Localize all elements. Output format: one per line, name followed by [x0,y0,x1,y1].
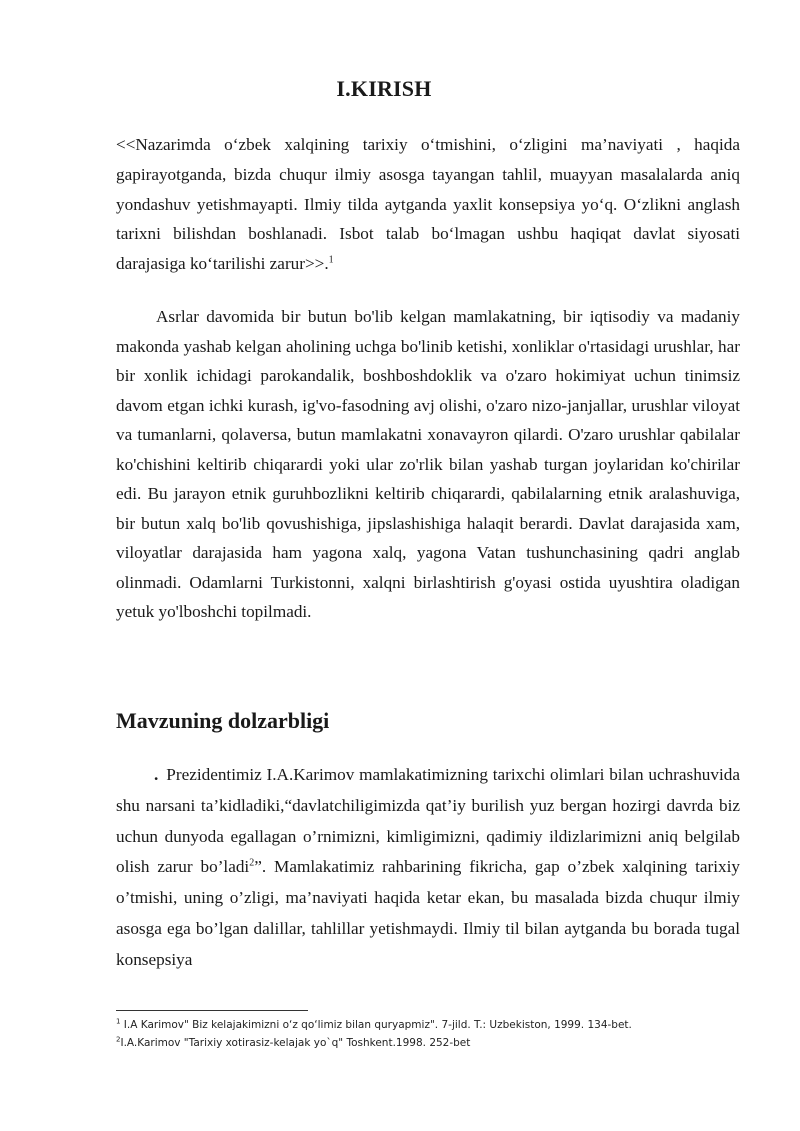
page-title [0,76,800,102]
section-heading: Mavzuning dolzarbligi [116,708,330,733]
title-text: I.KIRISH [336,76,432,101]
footnote-2-text: I.A.Karimov "Tarixiy xotirasiz-kelajak yo`q" Toshkent.1998. 252-bet [120,1037,471,1049]
footnote-separator [116,1010,308,1011]
paragraph-2-text-b: ”. Mamlakatimiz rahbarining fikricha, gap o’zbek xalqining tarixiy o’tmishi, uning o’zligi, ma’naviyati haqida ketar ekan, bu masalada bizda chuqur ilmiy asosga ega bo’lgan dalillar, tahlillar yetishmaydi. Ilmiy til bilan aytganda bu borada tugal konsepsiya [116,857,740,969]
quote-text: <<Nazarimda o‘zbek xalqining tarixiy o‘tmishini, o‘zligini ma’naviyati , haqida gapirayotganda, bizda chuqur ilmiy asosga tayangan tahlil, muayyan masalalarda aniq yondashuv yetishmayapti. Ilmiy tilda aytganda yaxlit konsepsiya yo‘q. O‘zlikni anglash tarixni bilishdan boshlanadi. Isbot talab bo‘lmagan ushbu haqiqat davlat siyosati darajasiga ko‘tarilishi zarur>>. [116,135,740,274]
footnote-2 [116,1037,756,1049]
footnote-1-mark: 1 [116,1017,121,1026]
footnote-ref-2[interactable]: 2 [249,857,255,869]
quote-paragraph [116,130,740,279]
paragraph-2-text-a: Prezidentimiz I.A.Karimov mamlakatimizning tarixchi olimlari bilan uchrashuvida shu narsani ta’kidladiki,“davlatchiligimizda qat’iy burilish yuz bergan hozirgi davrda biz uchun dunyoda egallagan o’rnimizni, kimligimizni, qadimiy ildizlarimizni aniq belgilab olish zarur bo’ladi [116,765,740,877]
body-paragraph-1: Asrlar davomida bir butun bo'lib kelgan mamlakatning, bir iqtisodiy va madaniy makonda yashab kelgan aholining uchga bo'linib ketishi, xonliklar o'rtasidagi urushlar, har bir xonlik ichidagi parokandalik, boshboshdoklik va o'zaro hokimiyat uchun tinimsiz davom etgan ichki kurash, ig'vo-fasodning avj olishi, o'zaro nizo-janjallar, urushlar viloyat va tumanlarni, qolaversa, butun mamlakatni xonavayron qilardi. O'zaro urushlar qabilalar ko'chishini keltirib chiqarardi yoki ular zo'rlik bilan yashab turgan joylaridan ko'chirilar edi. Bu jarayon etnik guruhbozlikni keltirib chiqarardi, qabilalarning etnik aralashuviga, bir butun xalq bo'lib qovushishiga, jipslashishiga halaqit berardi. Davlat darajasida xam, viloyatlar darajasida ham yagona xalq, yagona Vatan tushunchasining qadri anglab olinmadi. Odamlarni Turkistonni, xalqni birlashtirish g'oyasi ostida uyushtira oladigan yetuk yo'lboshchi topilmadi. [116,307,740,621]
footnote-ref-1[interactable]: 1 [328,254,334,266]
footnote-2-mark: 2 [116,1035,121,1044]
footnote-1-text: I.A Karimov" Biz kelajakimizni o‘z qo‘limiz bilan quryapmiz". 7-jild. T.: Uzbekiston, 1999. 134-bet. [120,1019,632,1031]
body-paragraph-2 [116,760,740,976]
footnote-1 [116,1019,756,1031]
paragraph-lead-dot: . [154,765,159,784]
